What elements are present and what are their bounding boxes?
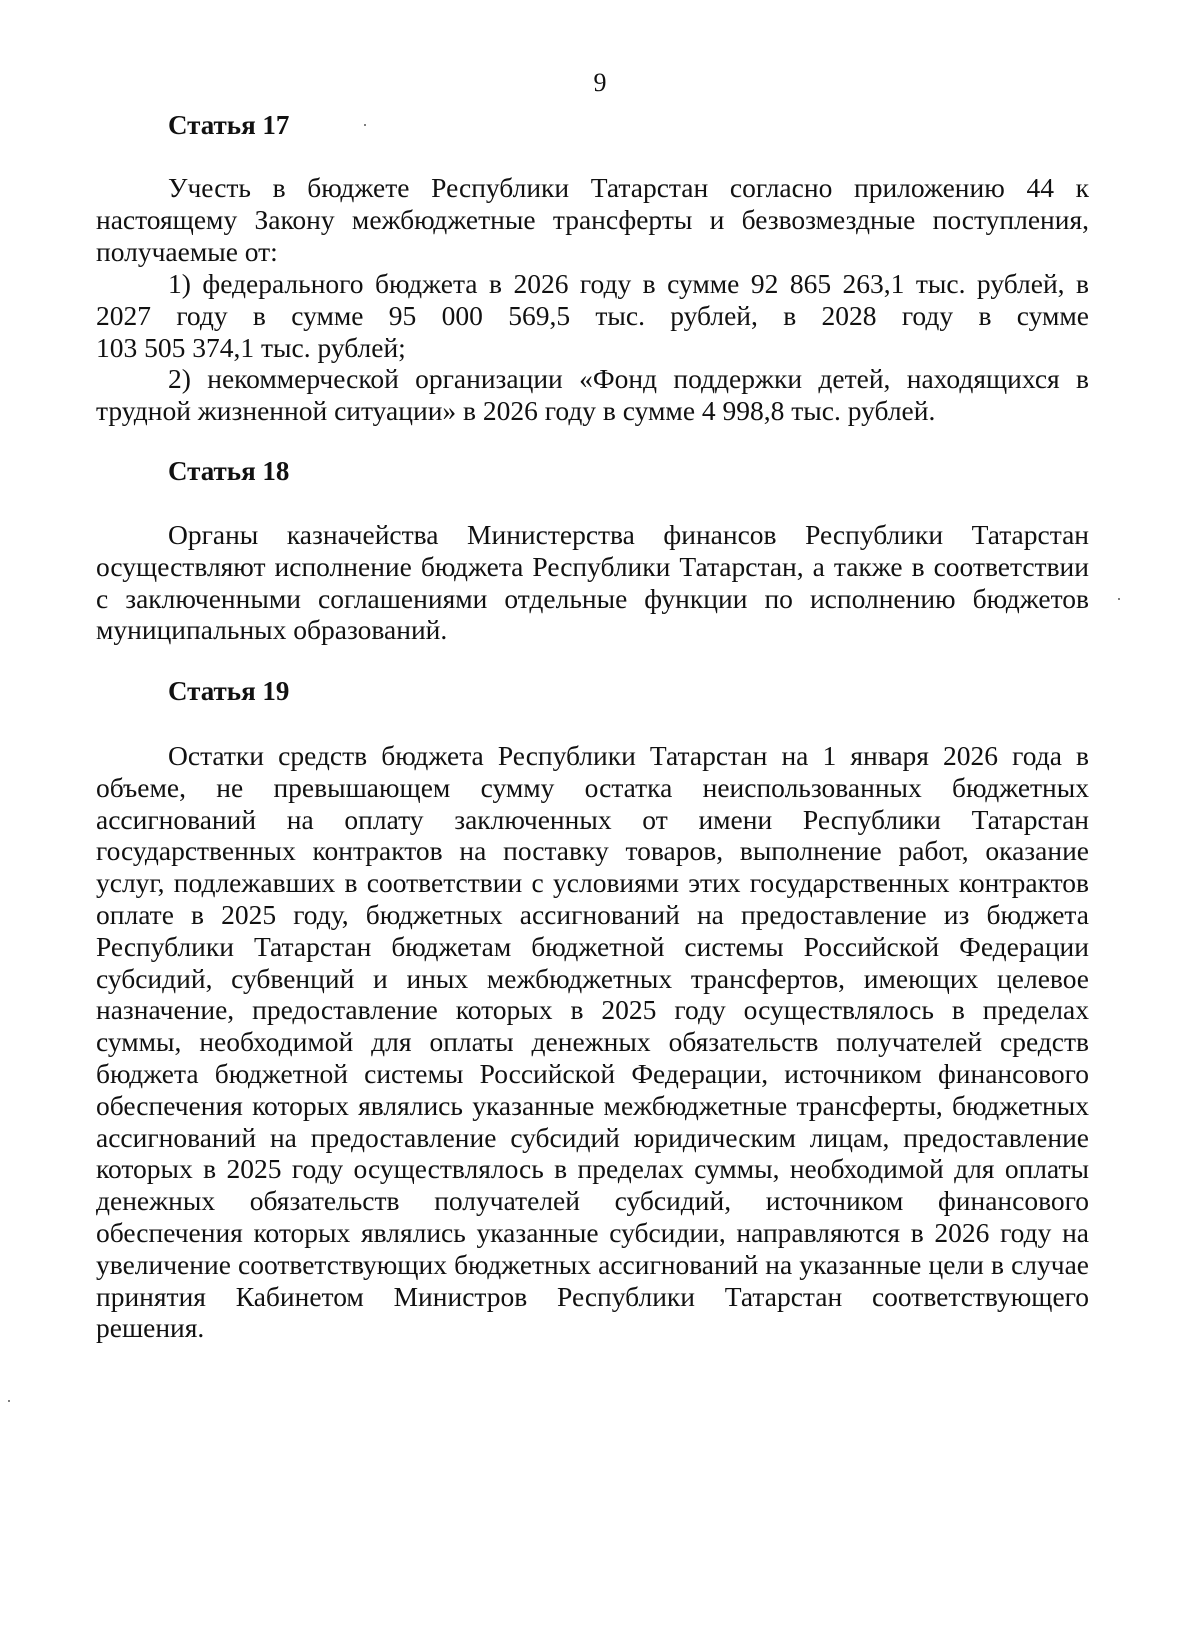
- text-line: муниципальных образований.: [96, 614, 448, 646]
- text-line: оплате в 2025 году, бюджетных ассигнований на предоставление из бюджета: [96, 898, 1089, 930]
- article-17-item-1: [96, 268, 1089, 363]
- text-line: услуг, подлежавших в соответствии с условиями этих государственных контрактов: [96, 867, 1089, 899]
- scan-speck: [364, 124, 366, 126]
- text-line: денежных обязательств получателей субсидий, источником финансового: [96, 1185, 1089, 1217]
- text-line: настоящему Закону межбюджетные трансферты и безвозмездные поступления,: [96, 203, 1089, 235]
- text-line: Республики Татарстан бюджетам бюджетной системы Российской Федерации: [96, 930, 1089, 962]
- text-line: суммы, необходимой для оплаты денежных обязательств получателей средств: [96, 1026, 1089, 1058]
- article-18-heading: Статья 18: [168, 456, 290, 486]
- text-line: ассигнований на предоставление субсидий юридическим лицам, предоставление: [96, 1121, 1089, 1153]
- text-line: Остатки средств бюджета Республики Татарстан на 1 января 2026 года в: [168, 740, 1089, 771]
- text-line: субсидий, субвенций и иных межбюджетных трансфертов, имеющих целевое: [96, 962, 1089, 994]
- text-line: государственных контрактов на поставку товаров, выполнение работ, оказание: [96, 835, 1089, 867]
- text-line: бюджета бюджетной системы Российской Федерации, источником финансового: [96, 1057, 1089, 1089]
- text-line: обеспечения которых являлись указанные межбюджетные трансферты, бюджетных: [96, 1089, 1089, 1121]
- text-line: объеме, не превышающем сумму остатка неиспользованных бюджетных: [96, 771, 1089, 803]
- article-17-item-2: [96, 363, 1089, 427]
- text-line: решения.: [96, 1312, 205, 1344]
- text-line: обеспечения которых являлись указанные субсидии, направляются в 2026 году на: [96, 1216, 1089, 1248]
- text-line: получаемые от:: [96, 235, 278, 267]
- text-line: Органы казначейства Министерства финансов Республики Татарстан: [168, 519, 1089, 550]
- article-19-heading: Статья 19: [168, 676, 290, 706]
- text-line: 2) некоммерческой организации «Фонд поддержки детей, находящихся в: [168, 363, 1089, 394]
- text-line: 103 505 374,1 тыс. рублей;: [96, 331, 406, 363]
- text-line: 1) федерального бюджета в 2026 году в сумме 92 865 263,1 тыс. рублей, в: [168, 268, 1089, 299]
- scan-speck: [1118, 598, 1120, 600]
- article-17-paragraph-1: [96, 172, 1089, 267]
- article-17-heading: Статья 17: [168, 110, 290, 140]
- text-line: принятия Кабинетом Министров Республики Татарстан соответствующего: [96, 1280, 1089, 1312]
- text-line: Учесть в бюджете Республики Татарстан согласно приложению 44 к: [168, 172, 1089, 203]
- page-number: 9: [593, 68, 607, 97]
- text-line: ассигнований на оплату заключенных от имени Республики Татарстан: [96, 803, 1089, 835]
- text-line: увеличение соответствующих бюджетных ассигнований на указанные цели в случае: [96, 1248, 1089, 1280]
- text-line: с заключенными соглашениями отдельные функции по исполнению бюджетов: [96, 582, 1089, 614]
- text-line: трудной жизненной ситуации» в 2026 году в сумме 4 998,8 тыс. рублей.: [96, 394, 936, 426]
- article-18-paragraph-1: [96, 519, 1089, 646]
- text-line: назначение, предоставление которых в 2025 году осуществлялось в пределах: [96, 994, 1089, 1026]
- text-line: которых в 2025 году осуществлялось в пределах суммы, необходимой для оплаты: [96, 1153, 1089, 1185]
- text-line: осуществляют исполнение бюджета Республики Татарстан, а также в соответствии: [96, 550, 1089, 582]
- article-19-paragraph-1: [96, 740, 1089, 1344]
- text-line: 2027 году в сумме 95 000 569,5 тыс. рублей, в 2028 году в сумме: [96, 299, 1089, 331]
- scan-speck: [8, 1400, 10, 1402]
